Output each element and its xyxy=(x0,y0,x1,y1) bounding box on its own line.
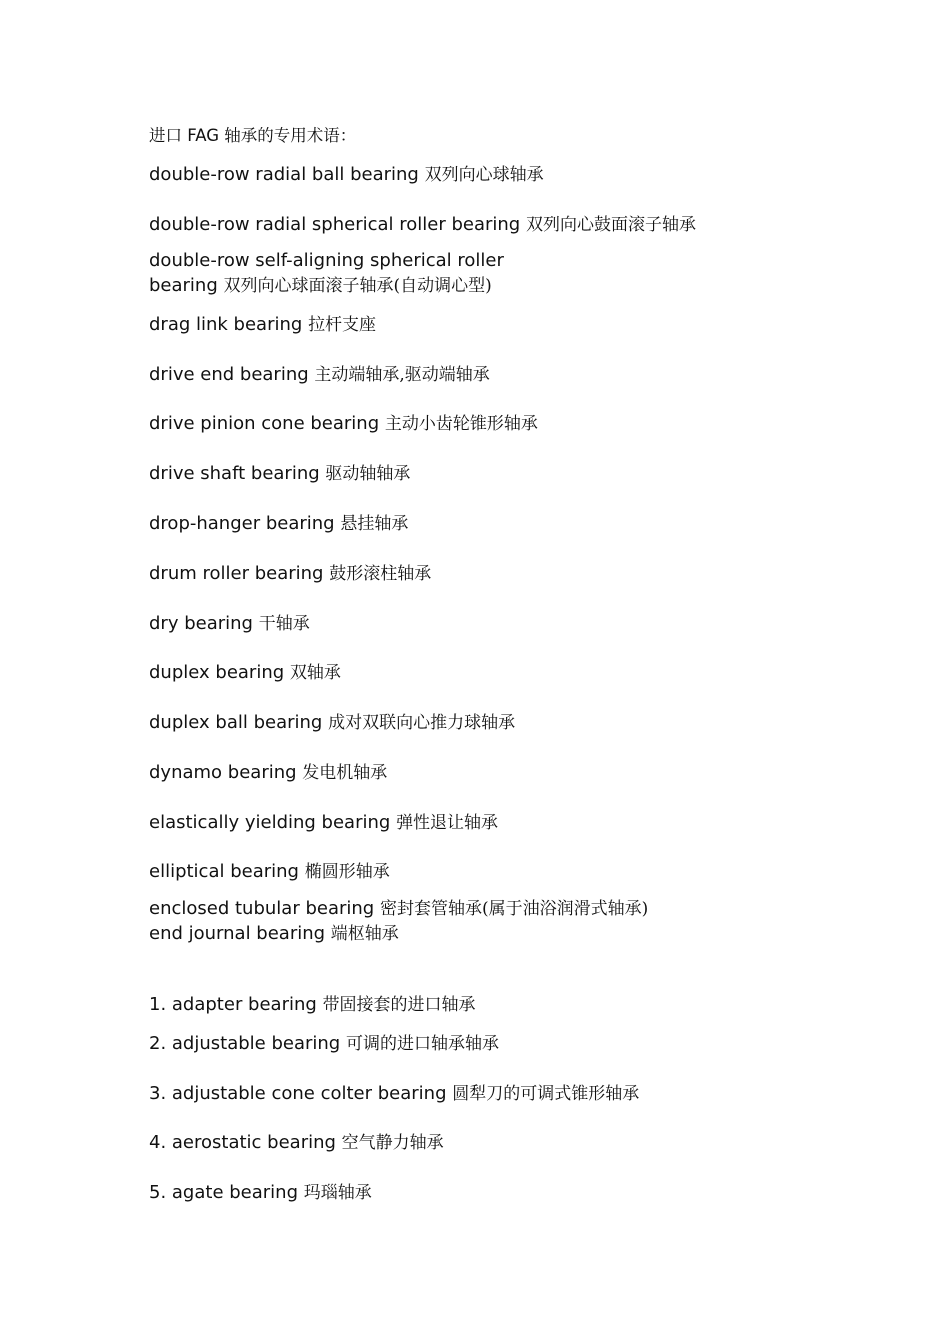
term-line-continued xyxy=(149,274,492,298)
term-en: enclosed tubular bearing xyxy=(149,898,375,919)
numbered-zh: 圆犁刀的可调式锥形轴承 xyxy=(452,1084,640,1104)
term-en: double-row radial spherical roller bearing xyxy=(149,214,521,235)
term-zh: 发电机轴承 xyxy=(302,763,388,783)
numbered-en: 2. adjustable bearing xyxy=(149,1033,341,1054)
term-line xyxy=(149,313,376,337)
numbered-en: 5. agate bearing xyxy=(149,1182,299,1203)
term-en: double-row self-aligning spherical roller xyxy=(149,250,504,271)
term-en: drive shaft bearing xyxy=(149,463,320,484)
term-zh: 双列向心球面滚子轴承(自动调心型) xyxy=(223,276,492,296)
term-en: duplex ball bearing xyxy=(149,712,323,733)
term-en: drag link bearing xyxy=(149,314,303,335)
term-line xyxy=(149,922,399,946)
numbered-zh: 带固接套的进口轴承 xyxy=(322,995,476,1015)
term-zh: 干轴承 xyxy=(258,614,310,634)
term-line xyxy=(149,512,408,536)
term-en: elliptical bearing xyxy=(149,861,299,882)
numbered-item xyxy=(149,1131,444,1155)
term-zh: 悬挂轴承 xyxy=(340,514,409,534)
term-en: duplex bearing xyxy=(149,662,285,683)
numbered-zh: 玛瑙轴承 xyxy=(303,1183,372,1203)
term-line xyxy=(149,462,410,486)
term-line xyxy=(149,213,696,237)
numbered-item xyxy=(149,1082,639,1106)
term-en: double-row radial ball bearing xyxy=(149,164,419,185)
term-zh: 主动端轴承,驱动端轴承 xyxy=(314,365,490,385)
term-zh: 驱动轴轴承 xyxy=(325,464,411,484)
term-en: dynamo bearing xyxy=(149,762,297,783)
numbered-en: 1. adapter bearing xyxy=(149,994,317,1015)
term-en: bearing xyxy=(149,275,218,296)
term-line xyxy=(149,249,504,273)
term-en: drive end bearing xyxy=(149,364,309,385)
term-line xyxy=(149,761,387,785)
term-en: elastically yielding bearing xyxy=(149,812,391,833)
term-zh: 椭圆形轴承 xyxy=(304,862,390,882)
term-line xyxy=(149,860,390,884)
term-line xyxy=(149,711,515,735)
term-zh: 成对双联向心推力球轴承 xyxy=(328,713,516,733)
term-zh: 拉杆支座 xyxy=(308,315,377,335)
term-zh: 双列向心球轴承 xyxy=(424,165,544,185)
term-en: drum roller bearing xyxy=(149,563,324,584)
term-line xyxy=(149,612,310,636)
term-zh: 主动小齿轮锥形轴承 xyxy=(384,414,538,434)
term-line xyxy=(149,163,544,187)
term-en: dry bearing xyxy=(149,613,253,634)
term-line xyxy=(149,811,498,835)
term-en: drop-hanger bearing xyxy=(149,513,335,534)
term-line xyxy=(149,363,490,387)
term-line xyxy=(149,412,538,436)
document-heading: 进口 FAG 轴承的专用术语： xyxy=(149,126,357,145)
term-zh: 鼓形滚柱轴承 xyxy=(329,564,432,584)
numbered-item xyxy=(149,1181,372,1205)
numbered-zh: 可调的进口轴承轴承 xyxy=(345,1034,499,1054)
term-zh: 双轴承 xyxy=(289,663,341,683)
term-en: drive pinion cone bearing xyxy=(149,413,380,434)
numbered-en: 4. aerostatic bearing xyxy=(149,1132,336,1153)
numbered-item xyxy=(149,1032,499,1056)
numbered-zh: 空气静力轴承 xyxy=(341,1133,444,1153)
term-zh: 双列向心鼓面滚子轴承 xyxy=(525,215,696,235)
numbered-en: 3. adjustable cone colter bearing xyxy=(149,1083,447,1104)
term-en: end journal bearing xyxy=(149,923,326,944)
term-zh: 密封套管轴承(属于油浴润滑式轴承) xyxy=(379,899,649,919)
term-line xyxy=(149,562,431,586)
term-line xyxy=(149,897,648,921)
numbered-item xyxy=(149,993,476,1017)
term-zh: 弹性退让轴承 xyxy=(396,813,499,833)
term-zh: 端枢轴承 xyxy=(330,924,399,944)
term-line xyxy=(149,661,341,685)
